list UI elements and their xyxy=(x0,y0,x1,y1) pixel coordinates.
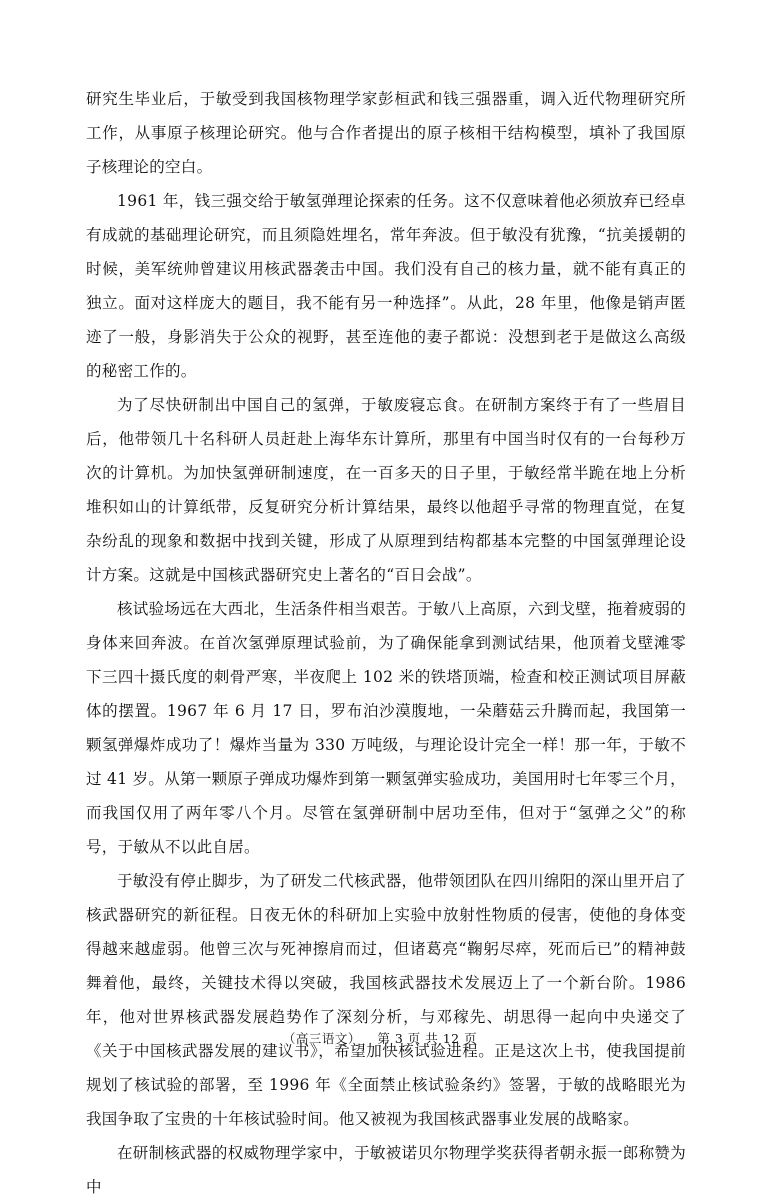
paragraph-3: 为了尽快研制出中国自己的氢弹，于敏废寝忘食。在研制方案终于有了一些眉目后，他带领几十名科研人员赶赴上海华东计算所，那里有中国当时仅有的一台每秒万次的计算机。为加快氢弹研制速度，在一百多天的日子里，于敏经常半跪在地上分析堆积如山的计算纸带，反复研究分析计算结果，最终以他超乎寻常的物理直觉，在复杂纷乱的现象和数据中找到关键，形成了从原理到结构都基本完整的中国氢弹理论设计方案。这就是中国核武器研究史上著名的“百日会战”。 xyxy=(86,396,686,584)
paragraph-5: 于敏没有停止脚步，为了研发二代核武器，他带领团队在四川绵阳的深山里开启了核武器研究的新征程。日夜无休的科研加上实验中放射性物质的侵害，使他的身体变得越来越虚弱。他曾三次与死神擦肩而过，但诸葛亮“鞠躬尽瘁，死而后已”的精神鼓舞着他，最终，关键技术得以突破，我国核武器技术发展迈上了一个新台阶。1986 年，他对世界核武器发展趋势作了深刻分析，与邓稼先、胡思得一起向中央递交了《关于中国核武器发展的建议书》，希望加快核试验进程。正是这次上书，使我国提前规划了核试验的部署，至 1996 年《全面禁止核试验条约》签署，于敏的战略眼光为我国争取了宝贵的十年核试验时间。他又被视为我国核武器事业发展的战略家。 xyxy=(86,872,686,1128)
footer-subject: （高三语文） xyxy=(282,1031,361,1046)
footer-page-number: 第 3 页 共 12 页 xyxy=(377,1031,478,1046)
paragraph-4: 核试验场远在大西北，生活条件相当艰苦。于敏八上高原，六到戈壁，拖着疲弱的身体来回奔波。在首次氢弹原理试验前，为了确保能拿到测试结果，他顶着戈壁滩零下三四十摄氏度的刺骨严寒，半夜爬上 102 米的铁塔顶端，检查和校正测试项目屏蔽体的摆置。1967 年 6 月 17 日，罗布泊沙漠腹地，一朵蘑菇云升腾而起，我国第一颗氢弹爆炸成功了！爆炸当量为 330 万吨级，与理论设计完全一样！那一年，于敏不过 41 岁。从第一颗原子弹成功爆炸到第一颗氢弹实验成功，美国用时七年零三个月，而我国仅用了两年零八个月。尽管在氢弹研制中居功至伟，但对于“氢弹之父”的称号，于敏从不以此自居。 xyxy=(86,600,686,856)
page-footer xyxy=(0,1031,760,1047)
paragraph-6: 在研制核武器的权威物理学家中，于敏被诺贝尔物理学奖获得者朝永振一郎称赞为中 xyxy=(86,1144,686,1196)
paragraph-2: 1961 年，钱三强交给于敏氢弹理论探索的任务。这不仅意味着他必须放弃已经卓有成就的基础理论研究，而且须隐姓埋名，常年奔波。但于敏没有犹豫，“抗美援朝的时候，美军统帅曾建议用核武器袭击中国。我们没有自己的核力量，就不能有真正的独立。面对这样庞大的题目，我不能有另一种选择”。从此，28 年里，他像是销声匿迹了一般，身影消失于公众的视野，甚至连他的妻子都说：没想到老于是做这么高级的秘密工作的。 xyxy=(86,192,686,380)
paragraph-1: 研究生毕业后，于敏受到我国核物理学家彭桓武和钱三强器重，调入近代物理研究所工作，从事原子核理论研究。他与合作者提出的原子核相干结构模型，填补了我国原子核理论的空白。 xyxy=(86,90,686,176)
